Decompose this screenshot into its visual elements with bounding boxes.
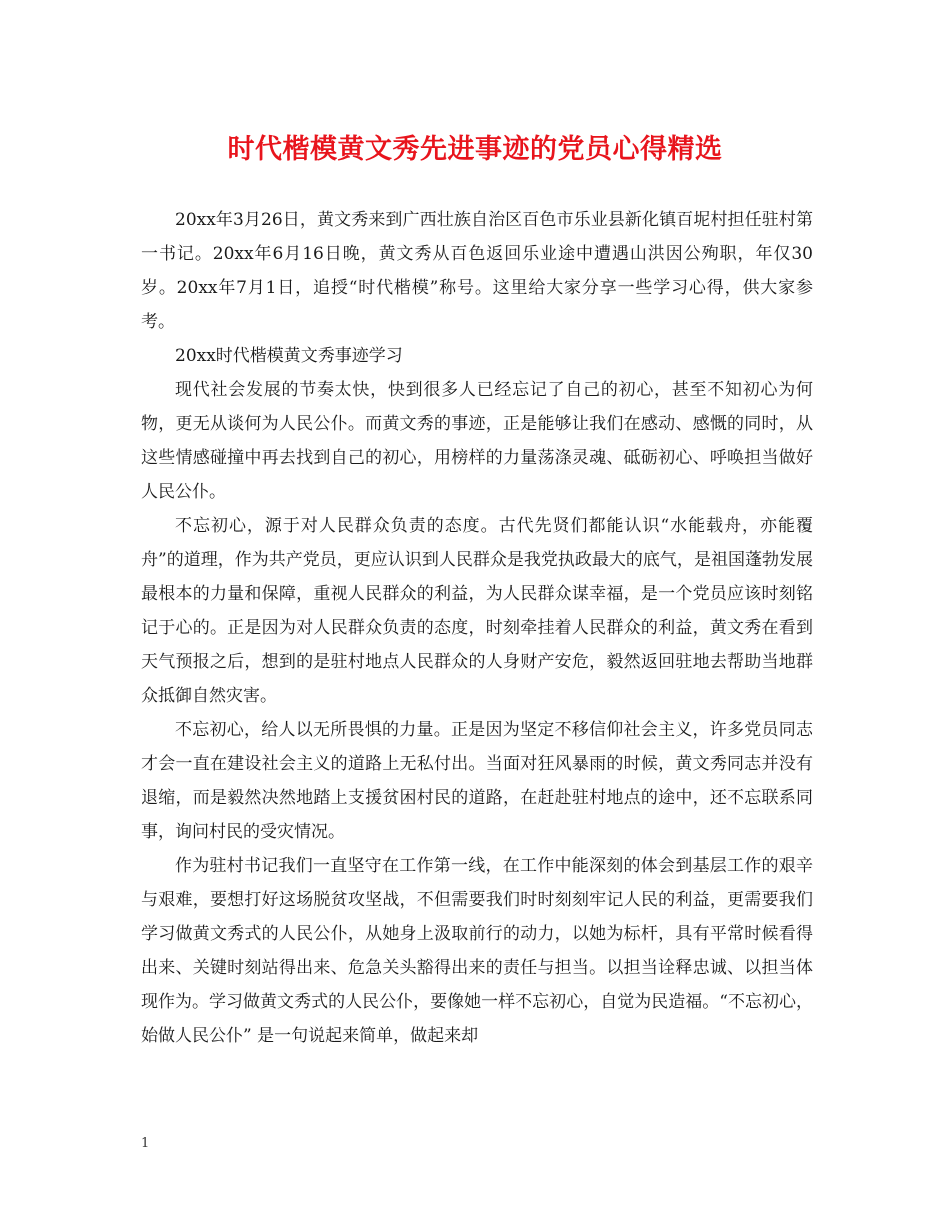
paragraph-subheading: 20xx时代楷模黄文秀事迹学习 (175, 346, 403, 366)
paragraph-original-heart: 现代社会发展的节奏太快，快到很多人已经忘记了自己的初心，甚至不知初心为何物，更无从谈何为人民公仆。而黄文秀的事迹，正是能够让我们在感动、感慨的同时，从这些情感碰撞中再去找到自己的初心，用榜样的力量荡涤灵魂、砥砺初心、呼唤担当做好人民公仆。 (141, 380, 813, 502)
page-number: 1 (141, 1136, 150, 1151)
document-title: 时代楷模黄文秀先进事迹的党员心得精选 (227, 134, 723, 165)
paragraph-village-secretary: 作为驻村书记我们一直坚守在工作第一线，在工作中能深刻的体会到基层工作的艰辛与艰难，要想打好这场脱贫攻坚战，不但需要我们时时刻刻牢记人民的利益，更需要我们学习做黄文秀式的人民公仆，从她身上汲取前行的动力，以她为标杆，具有平常时候看得出来、关键时刻站得出来、危急关头豁得出来的责任与担当。以担当诠释忠诚、以担当体现作为。学习做黄文秀式的人民公仆，要像她一样不忘初心，自觉为民造福。“不忘初心，始做人民公仆” 是一句说起来简单，做起来却 (141, 856, 813, 1046)
paragraph-intro: 20xx年3月26日，黄文秀来到广西壮族自治区百色市乐业县新化镇百坭村担任驻村第一书记。20xx年6月16日晚，黄文秀从百色返回乐业途中遭遇山洪因公殉职，年仅30岁。20xx年7月1日，追授“时代楷模”称号。这里给大家分享一些学习心得，供大家参考。 (141, 210, 813, 332)
document-body (141, 203, 813, 1053)
paragraph-responsibility: 不忘初心，源于对人民群众负责的态度。古代先贤们都能认识“水能载舟，亦能覆舟”的道理，作为共产党员，更应认识到人民群众是我党执政最大的底气，是祖国蓬勃发展最根本的力量和保障，重视人民群众的利益，为人民群众谋幸福，是一个党员应该时刻铭记于心的。正是因为对人民群众负责的态度，时刻牵挂着人民群众的利益，黄文秀在看到天气预报之后，想到的是驻村地点人民群众的人身财产安危，毅然返回驻地去帮助当地群众抵御自然灾害。 (141, 516, 813, 706)
paragraph-fearless: 不忘初心，给人以无所畏惧的力量。正是因为坚定不移信仰社会主义，许多党员同志才会一直在建设社会主义的道路上无私付出。当面对狂风暴雨的时候，黄文秀同志并没有退缩，而是毅然决然地踏上支援贫困村民的道路，在赶赴驻村地点的途中，还不忘联系同事，询问村民的受灾情况。 (141, 720, 813, 842)
